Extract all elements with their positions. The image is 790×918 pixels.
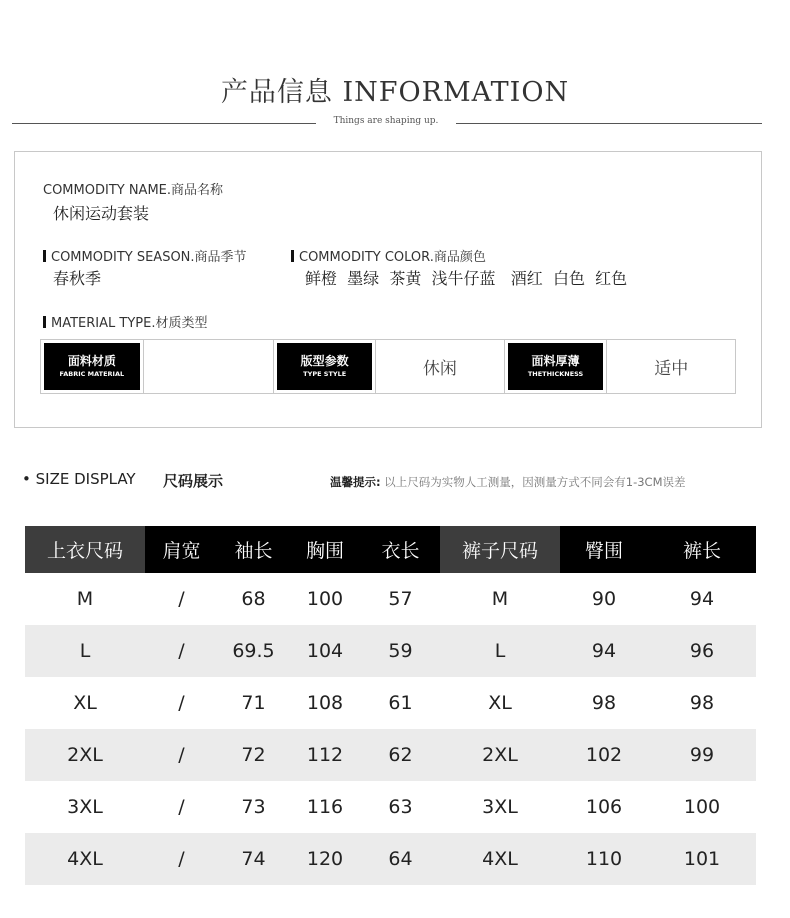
cell-shoulder: / — [178, 796, 185, 818]
cell-shoulder: / — [178, 744, 185, 766]
size-display-zh: 尺码展示 — [163, 472, 224, 490]
cell-pants-length: 99 — [689, 744, 715, 766]
cell-pants-size: 2XL — [482, 744, 518, 766]
cell-shoulder: / — [178, 848, 185, 870]
header-pants-length: 裤长 — [682, 540, 721, 562]
cell-length: 62 — [388, 744, 413, 766]
cell-sleeve: 69.5 — [232, 640, 275, 662]
cell-sleeve: 74 — [241, 848, 266, 870]
cell-hip: 94 — [591, 640, 617, 662]
cell-shoulder: / — [178, 692, 185, 714]
bullet-dot: • — [22, 470, 36, 488]
cell-pants-length: 101 — [683, 848, 721, 870]
cell-sleeve: 71 — [241, 692, 266, 714]
material-type-label: MATERIAL TYPE.材质类型 — [51, 316, 208, 331]
cell-pants-size: L — [494, 640, 506, 662]
size-note — [330, 474, 686, 490]
page-title: 产品信息 INFORMATION — [220, 77, 570, 108]
cell-shoulder: / — [178, 640, 185, 662]
cell-chest: 100 — [306, 588, 344, 610]
label-bar — [43, 316, 46, 328]
cell-chest: 104 — [306, 640, 344, 662]
size-table — [25, 526, 756, 885]
cell-length: 57 — [388, 588, 413, 610]
thickness-en: THETHICKNESS — [527, 370, 584, 378]
cell-hip: 90 — [591, 588, 617, 610]
cell-hip: 98 — [591, 692, 617, 714]
fabric-material-zh: 面料材质 — [67, 354, 116, 368]
fabric-material-en: FABRIC MATERIAL — [59, 370, 125, 378]
cell-pants-size: 3XL — [482, 796, 518, 818]
commodity-color-label-wrap — [291, 246, 486, 265]
commodity-color-value: 鲜橙 墨绿 茶黄 浅牛仔蓝 酒红 白色 红色 — [305, 269, 628, 288]
cell-top-size: 4XL — [67, 848, 103, 870]
header-top-size: 上衣尺码 — [25, 526, 145, 573]
type-style-en: TYPE STYLE — [303, 370, 347, 378]
type-style-value: 休闲 — [376, 340, 505, 393]
thickness-tag — [505, 340, 608, 393]
size-note-title: 温馨提示: — [330, 475, 381, 489]
table-row — [25, 677, 756, 729]
type-style-zh: 版型参数 — [300, 354, 349, 368]
commodity-season-label-wrap — [43, 246, 247, 265]
header-shoulder: 肩宽 — [162, 540, 201, 562]
table-body — [25, 573, 756, 885]
table-row — [25, 573, 756, 625]
thickness-value: 适中 — [654, 359, 689, 379]
material-row — [40, 339, 736, 394]
size-display-en: SIZE DISPLAY — [35, 470, 136, 488]
commodity-name-value: 休闲运动套装 — [53, 204, 150, 223]
table-row — [25, 729, 756, 781]
header-hip: 臀围 — [584, 540, 623, 562]
cell-pants-length: 96 — [689, 640, 715, 662]
cell-length: 64 — [388, 848, 413, 870]
cell-sleeve: 73 — [241, 796, 266, 818]
table-row — [25, 781, 756, 833]
header-length: 衣长 — [381, 540, 420, 562]
label-bar — [43, 250, 46, 262]
commodity-season-value: 春秋季 — [53, 269, 102, 288]
cell-pants-length: 98 — [689, 692, 715, 714]
cell-hip: 106 — [585, 796, 623, 818]
cell-sleeve: 68 — [241, 588, 266, 610]
cell-length: 63 — [388, 796, 413, 818]
commodity-name-label: COMMODITY NAME.商品名称 — [43, 183, 224, 198]
product-info-card — [14, 151, 762, 428]
cell-pants-length: 94 — [689, 588, 715, 610]
cell-hip: 102 — [585, 744, 623, 766]
cell-chest: 112 — [306, 744, 344, 766]
cell-top-size: 3XL — [67, 796, 103, 818]
material-type-label-wrap — [43, 312, 207, 331]
page-subtitle: Things are shaping up. — [333, 116, 439, 126]
header-divider-right — [456, 123, 762, 124]
size-note-text: 以上尺码为实物人工测量，因测量方式不同会有1-3CM误差 — [384, 475, 686, 489]
header-chest: 胸围 — [305, 540, 344, 562]
cell-length: 61 — [388, 692, 413, 714]
cell-hip: 110 — [585, 848, 623, 870]
cell-top-size: 2XL — [67, 744, 103, 766]
cell-sleeve: 72 — [241, 744, 266, 766]
table-header-row — [25, 526, 756, 573]
commodity-season-label: COMMODITY SEASON.商品季节 — [51, 250, 247, 265]
table-row — [25, 625, 756, 677]
type-style-tag — [274, 340, 376, 393]
table-row — [25, 833, 756, 885]
fabric-material-tag — [41, 340, 144, 393]
cell-top-size: L — [79, 640, 91, 662]
cell-chest: 108 — [306, 692, 344, 714]
cell-pants-size: M — [491, 588, 509, 610]
cell-length: 59 — [388, 640, 413, 662]
thickness-zh: 面料厚薄 — [531, 354, 580, 368]
label-bar — [291, 250, 294, 262]
size-display-label — [22, 470, 136, 488]
cell-shoulder: / — [178, 588, 185, 610]
commodity-color-label: COMMODITY COLOR.商品颜色 — [299, 250, 486, 265]
fabric-material-value — [144, 340, 275, 393]
header-pants-size: 裤子尺码 — [440, 526, 560, 573]
header-divider-left — [12, 123, 316, 124]
cell-top-size: M — [76, 588, 94, 610]
cell-chest: 120 — [306, 848, 344, 870]
cell-chest: 116 — [306, 796, 344, 818]
cell-pants-size: XL — [488, 692, 512, 714]
cell-pants-length: 100 — [683, 796, 721, 818]
cell-top-size: XL — [73, 692, 97, 714]
cell-pants-size: 4XL — [482, 848, 518, 870]
header-sleeve: 袖长 — [234, 540, 273, 562]
